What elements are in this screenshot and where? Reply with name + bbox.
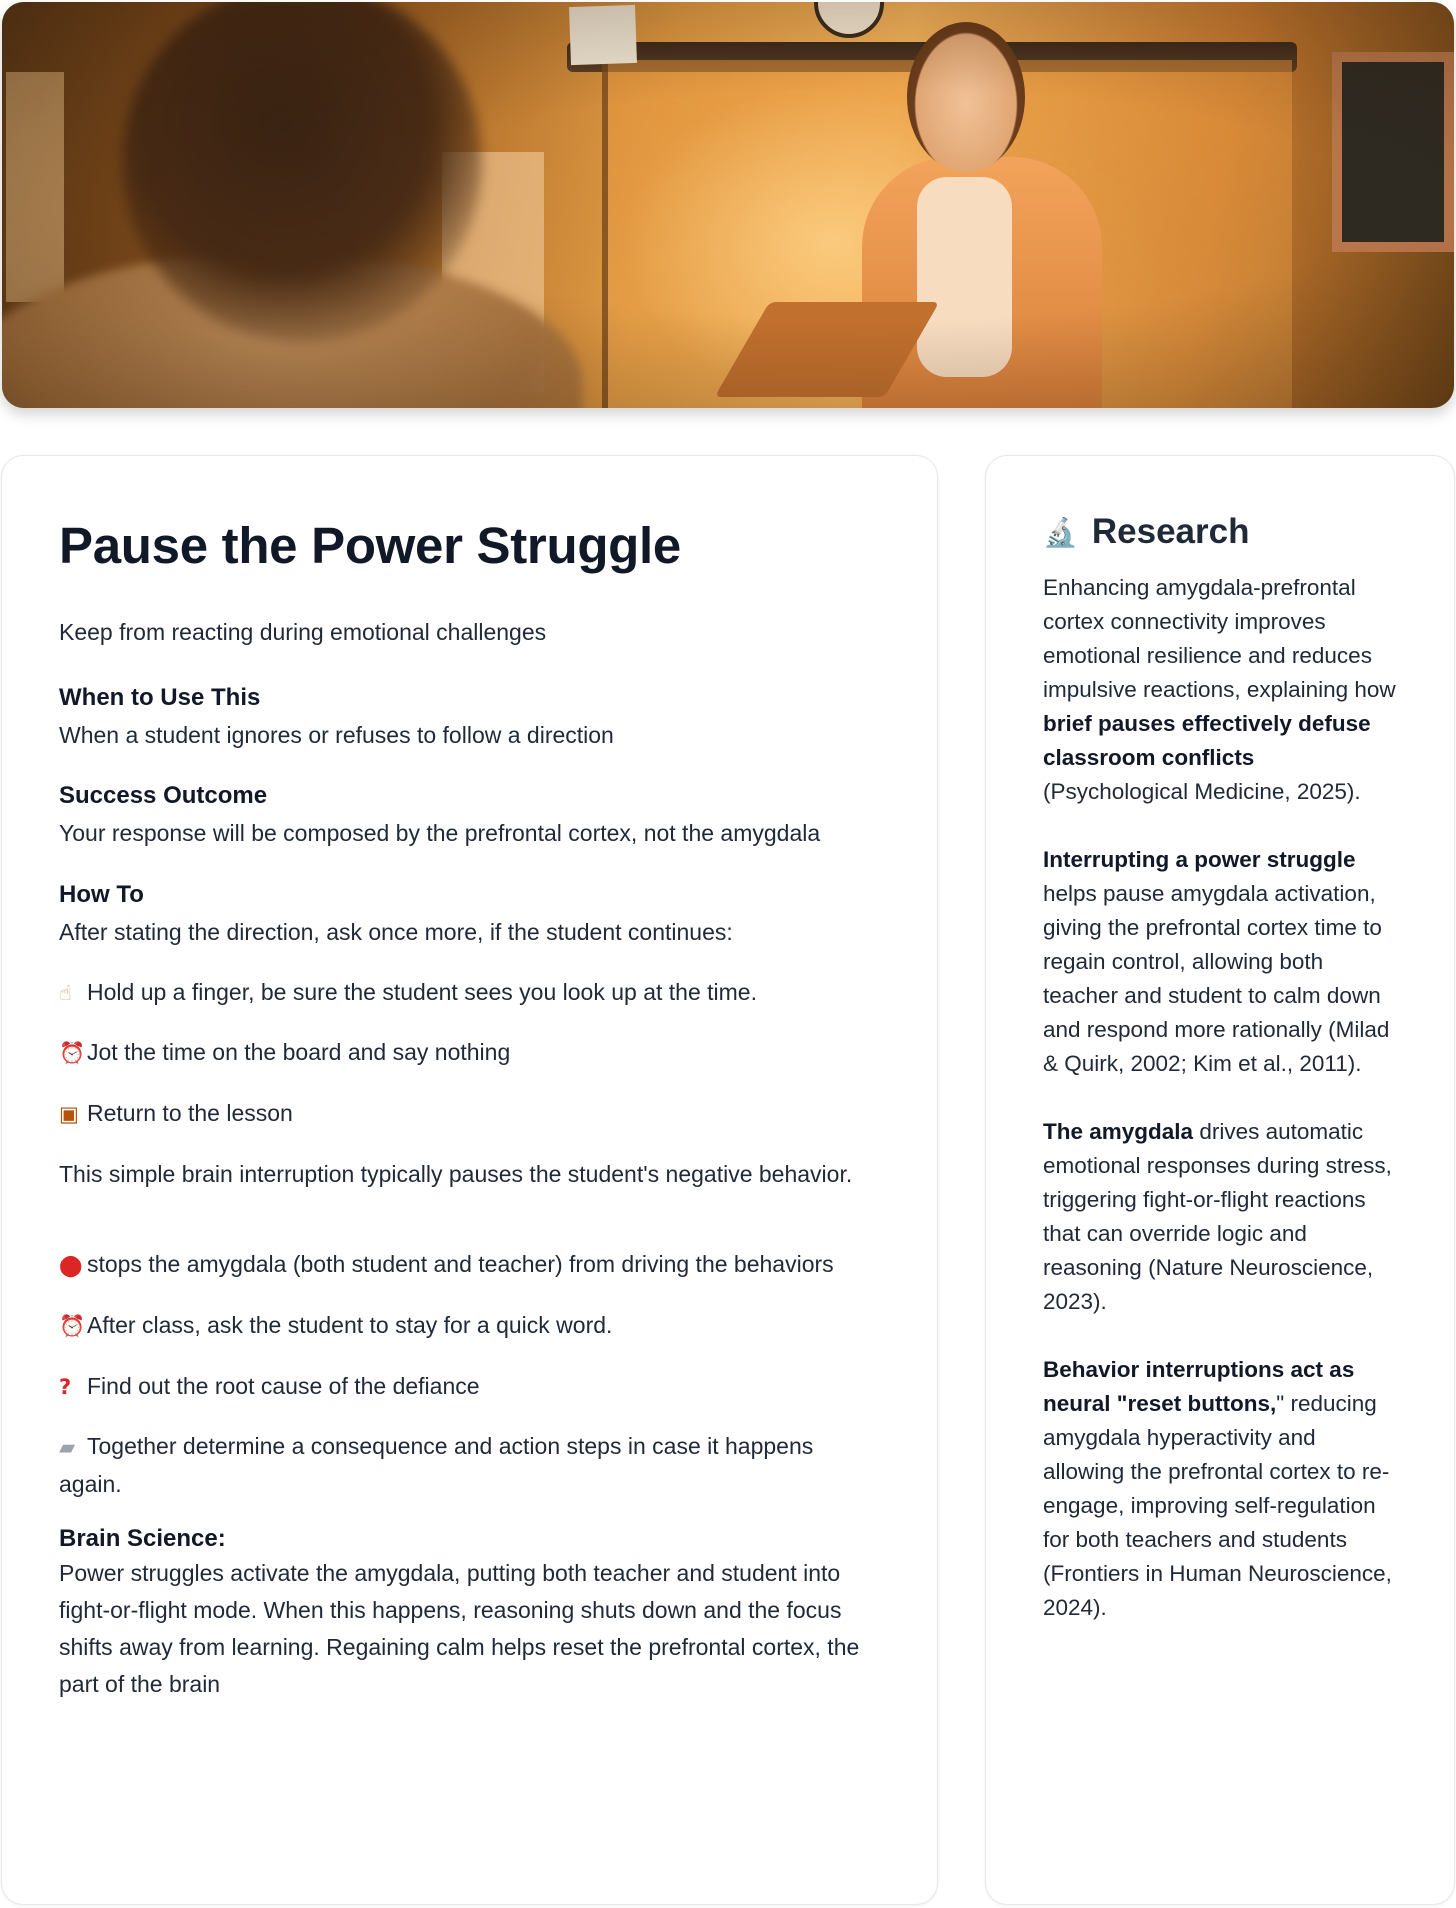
microscope-icon: 🔬 [1043,515,1078,549]
after-4: ▰ Together determine a consequence and action steps in case it happens again. [59,1428,880,1503]
teacher-icon: ▣ [59,1102,79,1126]
step-1: ☝ Hold up a finger, be sure the student sees you look up at the time. [59,974,880,1012]
howto-heading: How To [59,881,144,908]
subtitle: Keep from reacting during emotional challenges [59,619,547,645]
howto-summary: This simple brain interruption typically pauses the student's negative behavior. [59,1161,853,1187]
hero-image [2,2,1454,408]
research-title: 🔬 Research [1043,512,1250,551]
stop-sign-icon: ⬤ [59,1253,83,1277]
step-2: ⏰Jot the time on the board and say nothing [59,1034,880,1072]
bandage-icon: ▰ [59,1435,76,1459]
question-mark-icon: ? [59,1375,72,1399]
research-paragraph-1: Enhancing amygdala-prefrontal cortex connectivity improves emotional resilience and reduces impulsive reactions, explaining how brief pauses effectively defuse classroom conflicts (Psychological Medicine, 2025). [1043,575,1396,804]
when-text: When a student ignores or refuses to follow a direction [59,722,614,748]
research-paragraph-4: Behavior interruptions act as neural "reset buttons," reducing amygdala hyperactivity and allowing the prefrontal cortex to re-engage, improving self-regulation for both teachers and students (Frontiers in Human Neuroscience, 2024). [1043,1357,1392,1620]
outcome-text: Your response will be composed by the prefrontal cortex, not the amygdala [59,820,821,846]
outcome-heading: Success Outcome [59,782,268,809]
alarm-clock-icon: ⏰ [59,1314,86,1338]
research-card [985,455,1455,1905]
science-text: Power struggles activate the amygdala, putting both teacher and student into fight-or-flight mode. When this happens, reasoning shuts down and the focus shifts away from learning. Regaining calm helps reset the prefrontal cortex, the part of the brain [59,1560,860,1697]
step-3: ▣ Return to the lesson [59,1095,880,1133]
after-2: ⏰After class, ask the student to stay for a quick word. [59,1307,880,1345]
alarm-clock-icon: ⏰ [59,1041,86,1065]
after-1: ⬤ stops the amygdala (both student and teacher) from driving the behaviors [59,1246,880,1284]
research-paragraph-2: Interrupting a power struggle helps pause amygdala activation, giving the prefrontal cortex time to regain control, allowing both teacher and student to calm down and respond more rationally (Milad & Quirk, 2002; Kim et al., 2011). [1043,847,1390,1076]
science-heading: Brain Science: [59,1525,226,1552]
strategy-card [1,455,938,1905]
research-paragraph-3: The amygdala drives automatic emotional responses during stress, triggering fight-or-flight reactions that can override logic and reasoning (Nature Neuroscience, 2023). [1043,1119,1392,1314]
page-title: Pause the Power Struggle [59,517,681,574]
pointing-finger-icon: ☝ [59,981,72,1005]
howto-intro: After stating the direction, ask once more, if the student continues: [59,919,733,945]
when-heading: When to Use This [59,684,261,711]
after-3: ? Find out the root cause of the defiance [59,1368,880,1406]
hero-vignette [2,2,1454,408]
